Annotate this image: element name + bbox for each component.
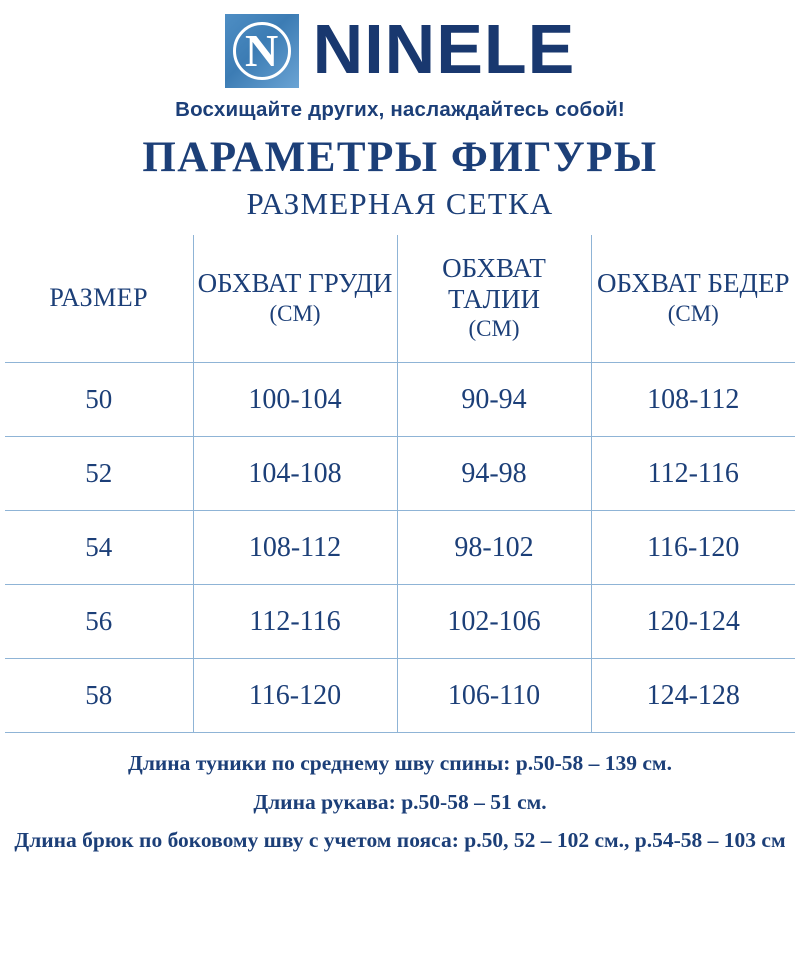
column-header-waist (397, 235, 591, 363)
cell-hips: 108-112 (591, 363, 795, 437)
column-header-bust-unit: (СМ) (269, 300, 321, 326)
column-header-hips-unit: (СМ) (667, 300, 719, 326)
column-header-size (5, 235, 193, 363)
column-header-waist-unit: (СМ) (468, 315, 520, 341)
ninele-monogram-icon (225, 14, 299, 88)
cell-bust: 104-108 (193, 437, 397, 511)
column-header-hips-label: ОБХВАТ БЕДЕР (597, 268, 790, 299)
note-trouser-length: Длина брюк по боковому шву с учетом пояса: р.50, 52 – 102 см., р.54-58 – 103 см (14, 827, 786, 852)
table-row (5, 585, 795, 659)
cell-bust: 116-120 (193, 659, 397, 733)
column-header-bust (193, 235, 397, 363)
note-sleeve-length: Длина рукава: р.50-58 – 51 см. (253, 789, 547, 814)
cell-waist: 94-98 (397, 437, 591, 511)
note-tunic-length: Длина туники по среднему шву спины: р.50-58 – 139 см. (128, 751, 672, 776)
cell-hips: 116-120 (591, 511, 795, 585)
cell-size: 52 (5, 437, 193, 511)
cell-size: 58 (5, 659, 193, 733)
brand-name: NINELE (312, 10, 576, 88)
cell-hips: 124-128 (591, 659, 795, 733)
cell-bust: 108-112 (193, 511, 397, 585)
cell-size: 56 (5, 585, 193, 659)
column-header-bust-label: ОБХВАТ ГРУДИ (197, 268, 393, 299)
cell-bust: 112-116 (193, 585, 397, 659)
table-row (5, 511, 795, 585)
cell-waist: 90-94 (397, 363, 591, 437)
column-header-size-label: РАЗМЕР (49, 282, 149, 312)
table-row (5, 437, 795, 511)
table-row (5, 659, 795, 733)
cell-size: 50 (5, 363, 193, 437)
table-header-row (5, 235, 795, 363)
cell-waist: 98-102 (397, 511, 591, 585)
page-title: ПАРАМЕТРЫ ФИГУРЫ (142, 134, 658, 181)
cell-hips: 112-116 (591, 437, 795, 511)
cell-bust: 100-104 (193, 363, 397, 437)
cell-size: 54 (5, 511, 193, 585)
table-row (5, 363, 795, 437)
logo-letter: N (245, 25, 279, 76)
column-header-waist-label: ОБХВАТ ТАЛИИ (442, 253, 546, 314)
size-grid-table (5, 235, 795, 734)
column-header-hips (591, 235, 795, 363)
brand-header (0, 0, 800, 88)
brand-slogan: Восхищайте других, наслаждайтесь собой! (175, 98, 625, 121)
page-subtitle: РАЗМЕРНАЯ СЕТКА (246, 186, 554, 222)
measurement-notes (10, 749, 790, 854)
cell-hips: 120-124 (591, 585, 795, 659)
cell-waist: 106-110 (397, 659, 591, 733)
cell-waist: 102-106 (397, 585, 591, 659)
